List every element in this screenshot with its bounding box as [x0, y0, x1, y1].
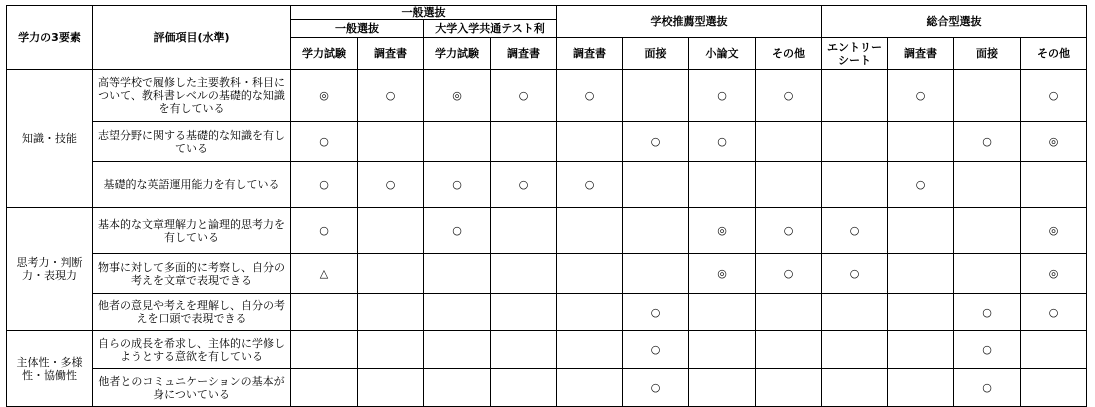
header-school: 学校推薦型選抜	[557, 6, 822, 38]
mark-cell	[888, 208, 954, 254]
mark-cell	[954, 70, 1021, 122]
mark-cell	[1021, 369, 1087, 407]
table-row	[7, 369, 1087, 407]
col-header: 面接	[954, 38, 1021, 70]
mark-cell: ○	[756, 70, 822, 122]
mark-cell: ○	[358, 162, 424, 208]
mark-cell: ◎	[1021, 254, 1087, 294]
mark-cell: ○	[689, 70, 756, 122]
mark-cell: ○	[1021, 70, 1087, 122]
mark-cell	[822, 162, 888, 208]
table-row	[7, 254, 1087, 294]
mark-cell: ○	[954, 122, 1021, 162]
mark-cell	[689, 331, 756, 369]
mark-cell: ○	[291, 208, 358, 254]
mark-cell: ○	[822, 208, 888, 254]
mark-cell	[822, 70, 888, 122]
mark-cell: ○	[954, 294, 1021, 331]
mark-cell	[358, 122, 424, 162]
mark-cell	[954, 208, 1021, 254]
mark-cell: ○	[1021, 294, 1087, 331]
element-label: 思考力・判断力・表現力	[7, 208, 93, 331]
mark-cell	[424, 254, 491, 294]
mark-cell	[689, 369, 756, 407]
mark-cell	[756, 331, 822, 369]
mark-cell	[888, 122, 954, 162]
mark-cell	[954, 254, 1021, 294]
mark-cell: ○	[291, 162, 358, 208]
mark-cell	[822, 369, 888, 407]
mark-cell	[291, 369, 358, 407]
mark-cell	[557, 254, 623, 294]
mark-cell	[557, 122, 623, 162]
mark-cell: ○	[954, 331, 1021, 369]
mark-cell: ○	[756, 208, 822, 254]
mark-cell	[358, 254, 424, 294]
mark-cell: ○	[491, 162, 557, 208]
col-header: 学力試験	[291, 38, 358, 70]
mark-cell	[623, 70, 689, 122]
mark-cell	[689, 162, 756, 208]
mark-cell	[491, 294, 557, 331]
col-header: エントリーシート	[822, 38, 888, 70]
table-row	[7, 70, 1087, 122]
mark-cell: ◎	[689, 254, 756, 294]
mark-cell	[491, 331, 557, 369]
mark-cell	[888, 294, 954, 331]
header-common-test: 大学入学共通テスト利	[424, 20, 557, 38]
mark-cell	[358, 294, 424, 331]
table-row	[7, 294, 1087, 331]
mark-cell: ◎	[1021, 122, 1087, 162]
mark-cell: ◎	[1021, 208, 1087, 254]
criterion-text: 基礎的な英語運用能力を有している	[93, 162, 291, 208]
col-header: 調査書	[557, 38, 623, 70]
mark-cell: ○	[888, 162, 954, 208]
mark-cell	[623, 254, 689, 294]
mark-cell: ○	[557, 70, 623, 122]
mark-cell: ◎	[689, 208, 756, 254]
mark-cell	[424, 331, 491, 369]
header-criteria: 評価項目(水準)	[93, 6, 291, 70]
criterion-text: 高等学校で履修した主要教科・科目について、教科書レベルの基礎的な知識を有している	[93, 70, 291, 122]
col-header: 面接	[623, 38, 689, 70]
criterion-text: 志望分野に関する基礎的な知識を有している	[93, 122, 291, 162]
mark-cell	[822, 294, 888, 331]
mark-cell	[888, 331, 954, 369]
mark-cell: ◎	[291, 70, 358, 122]
col-header: 調査書	[491, 38, 557, 70]
header-elements: 学力の3要素	[7, 6, 93, 70]
mark-cell: ○	[822, 254, 888, 294]
mark-cell	[424, 369, 491, 407]
mark-cell	[1021, 331, 1087, 369]
mark-cell	[557, 331, 623, 369]
criterion-text: 自らの成長を希求し、主体的に学修しようとする意欲を有している	[93, 331, 291, 369]
mark-cell	[822, 331, 888, 369]
mark-cell	[291, 331, 358, 369]
mark-cell: ○	[491, 70, 557, 122]
mark-cell	[491, 254, 557, 294]
header-comprehensive: 総合型選抜	[822, 6, 1087, 38]
mark-cell	[358, 369, 424, 407]
mark-cell: ○	[557, 162, 623, 208]
mark-cell	[756, 122, 822, 162]
criterion-text: 他者の意見や考えを理解し、自分の考えを口頭で表現できる	[93, 294, 291, 331]
mark-cell	[491, 122, 557, 162]
mark-cell: ○	[623, 294, 689, 331]
mark-cell	[424, 294, 491, 331]
mark-cell	[888, 254, 954, 294]
mark-cell	[358, 331, 424, 369]
col-header: 小論文	[689, 38, 756, 70]
mark-cell	[954, 162, 1021, 208]
col-header: 学力試験	[424, 38, 491, 70]
col-header: その他	[1021, 38, 1087, 70]
table-row	[7, 208, 1087, 254]
mark-cell	[291, 294, 358, 331]
col-header: その他	[756, 38, 822, 70]
mark-cell	[756, 294, 822, 331]
criterion-text: 物事に対して多面的に考察し、自分の考えを文章で表現できる	[93, 254, 291, 294]
mark-cell	[888, 369, 954, 407]
mark-cell	[689, 294, 756, 331]
mark-cell	[1021, 162, 1087, 208]
mark-cell	[756, 369, 822, 407]
mark-cell	[756, 162, 822, 208]
mark-cell: ○	[358, 70, 424, 122]
mark-cell: ○	[623, 369, 689, 407]
mark-cell: ◎	[424, 70, 491, 122]
evaluation-table	[6, 5, 1087, 407]
table-row	[7, 162, 1087, 208]
mark-cell: ○	[424, 162, 491, 208]
mark-cell	[557, 294, 623, 331]
mark-cell: ○	[954, 369, 1021, 407]
mark-cell: ○	[424, 208, 491, 254]
criterion-text: 基本的な文章理解力と論理的思考力を有している	[93, 208, 291, 254]
mark-cell	[557, 369, 623, 407]
criterion-text: 他者とのコミュニケーションの基本が身についている	[93, 369, 291, 407]
mark-cell: ○	[623, 331, 689, 369]
mark-cell: ○	[291, 122, 358, 162]
mark-cell	[491, 369, 557, 407]
col-header: 調査書	[358, 38, 424, 70]
col-header: 調査書	[888, 38, 954, 70]
mark-cell	[557, 208, 623, 254]
mark-cell	[623, 162, 689, 208]
mark-cell: ○	[888, 70, 954, 122]
mark-cell: ○	[689, 122, 756, 162]
mark-cell	[424, 122, 491, 162]
mark-cell	[822, 122, 888, 162]
mark-cell	[358, 208, 424, 254]
mark-cell: ○	[623, 122, 689, 162]
header-general-sub: 一般選抜	[291, 20, 424, 38]
element-label: 知識・技能	[7, 70, 93, 208]
mark-cell: ○	[756, 254, 822, 294]
mark-cell	[623, 208, 689, 254]
table-row	[7, 331, 1087, 369]
mark-cell: △	[291, 254, 358, 294]
table-row	[7, 122, 1087, 162]
mark-cell	[491, 208, 557, 254]
header-general: 一般選抜	[291, 6, 557, 20]
element-label: 主体性・多様性・協働性	[7, 331, 93, 407]
